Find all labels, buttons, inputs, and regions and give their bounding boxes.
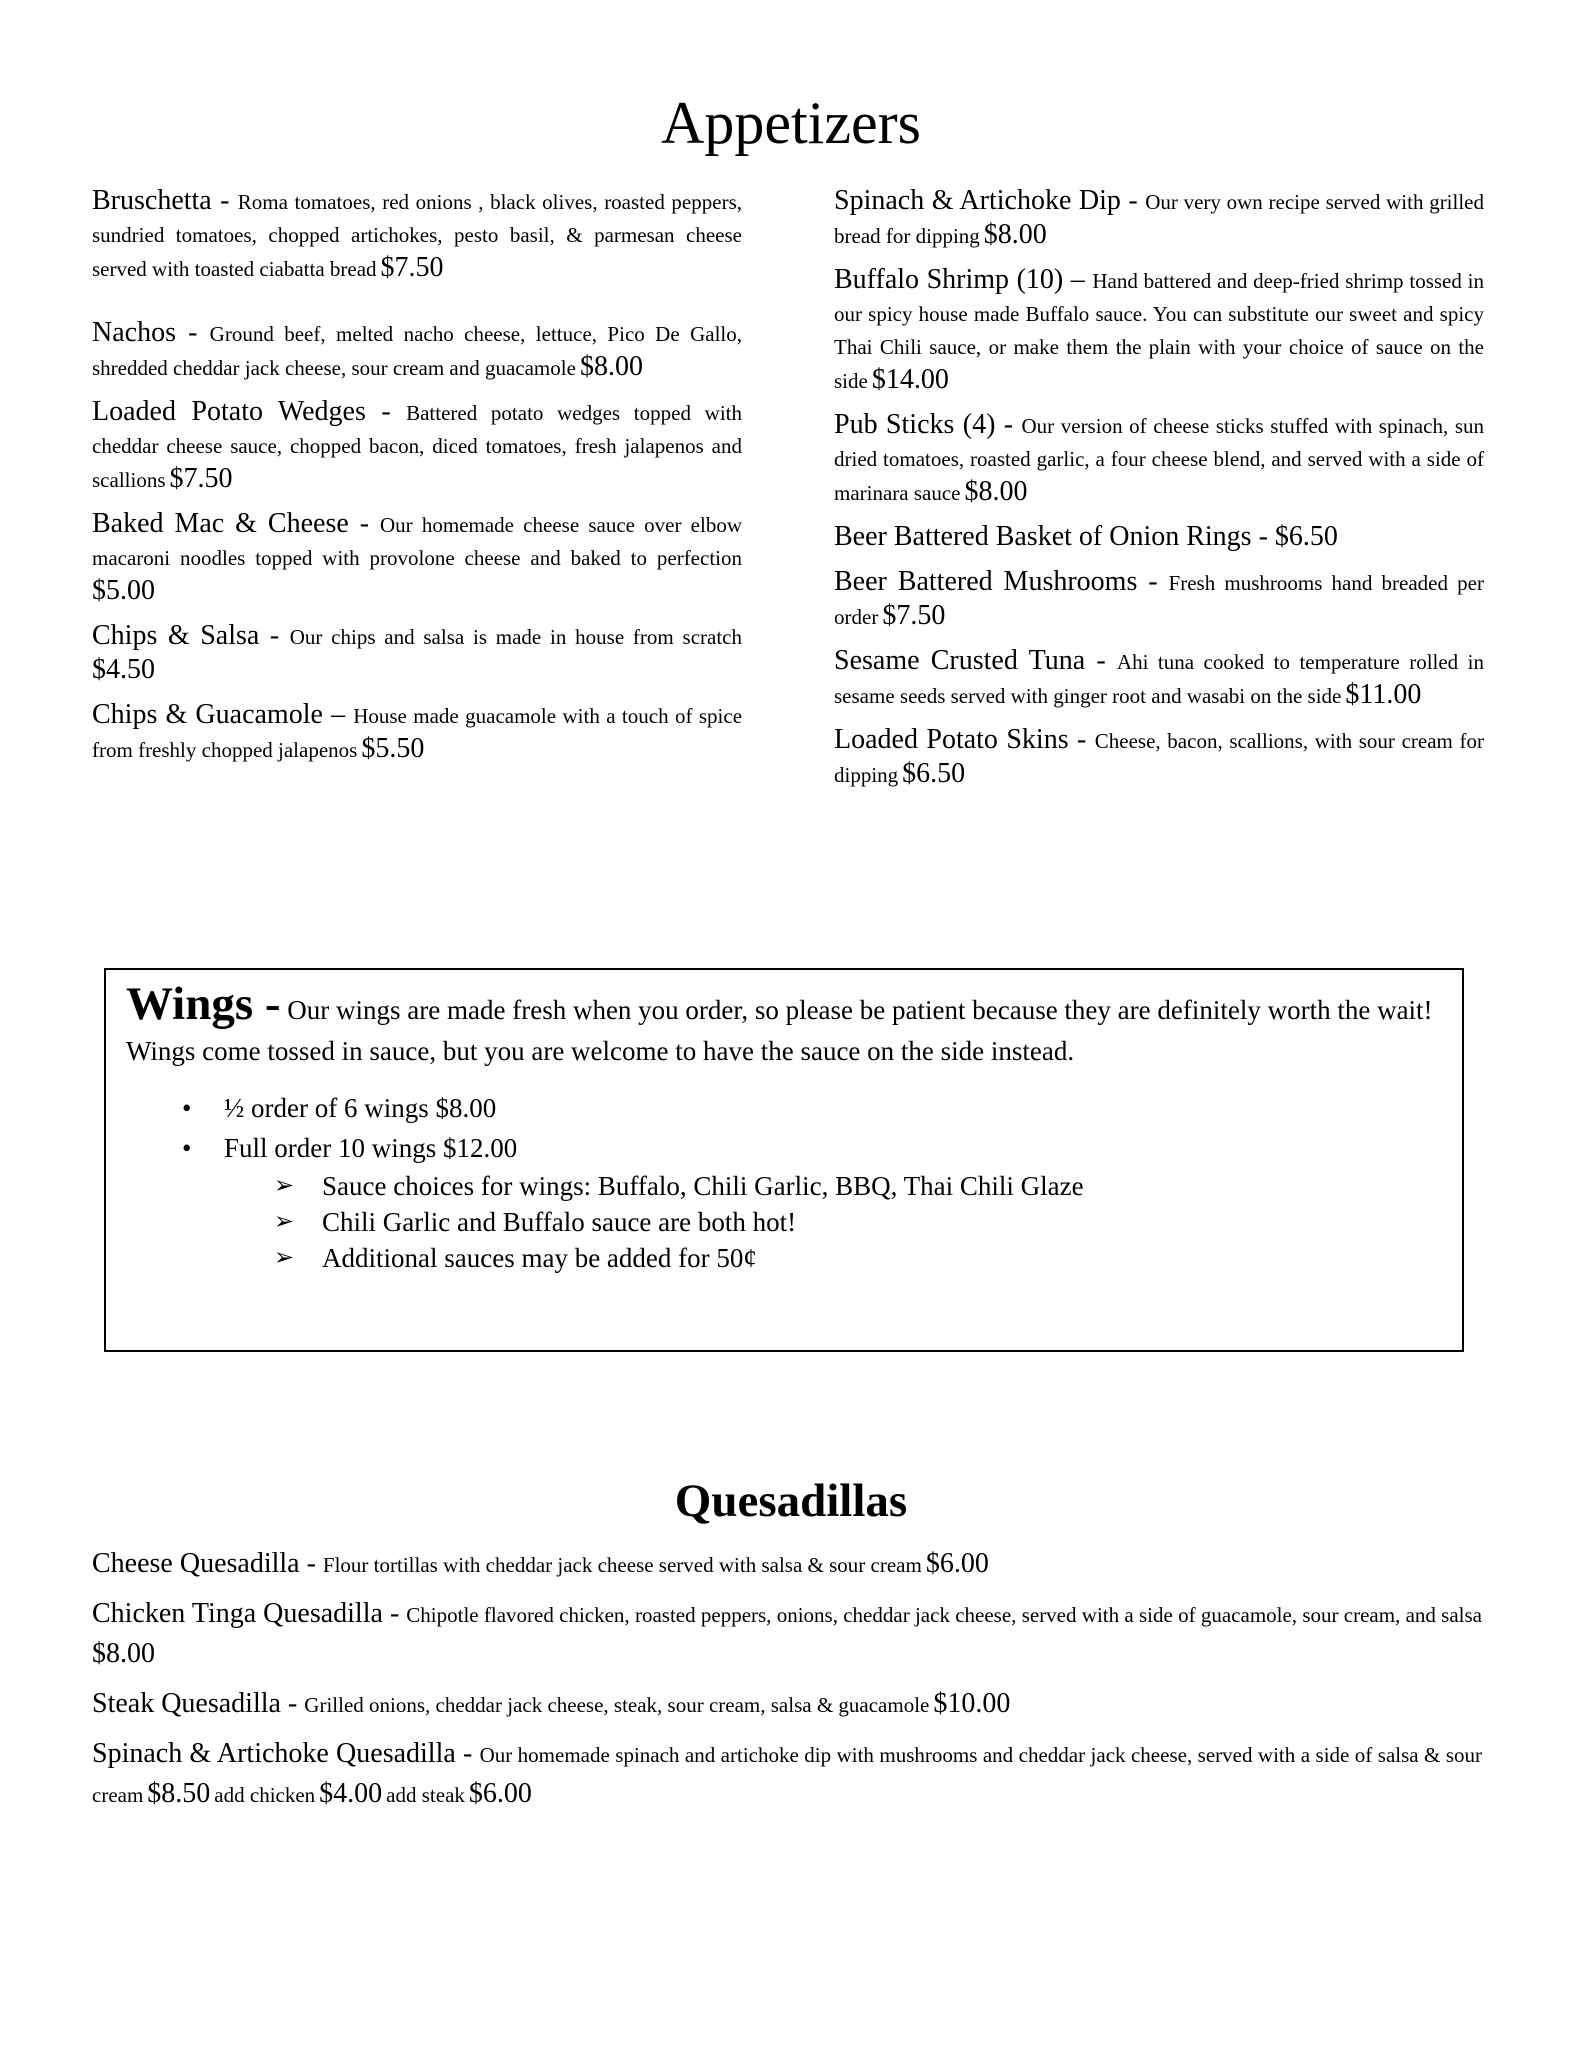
appetizer-item (834, 522, 1484, 556)
item-name: Spinach & Artichoke Dip (834, 185, 1121, 216)
appetizers-title: Appetizers (661, 90, 921, 156)
quesadillas-list (92, 1546, 1482, 1816)
quesadilla-item (92, 1596, 1482, 1676)
wings-section (104, 968, 1464, 1352)
appetizers-left-column (92, 186, 742, 768)
item-description: House made guacamole with a touch of spice from freshly chopped jalapenos (92, 704, 743, 762)
item-name: Spinach & Artichoke Quesadilla (92, 1738, 456, 1769)
item-separator: - (175, 317, 210, 348)
item-separator: - (1137, 566, 1169, 597)
item-price: $10.00 (933, 1688, 1011, 1719)
arrow-bullet-icon: ➢ (274, 1173, 295, 1199)
item-description: Flour tortillas with cheddar jack cheese served with salsa & sour cream (322, 1553, 922, 1577)
arrow-bullet-icon: ➢ (274, 1245, 295, 1271)
item-name: Nachos (92, 317, 176, 348)
quesadilla-item (92, 1736, 1482, 1816)
quesadilla-item (92, 1686, 1482, 1726)
item-separator: - (995, 409, 1022, 440)
item-separator: - (299, 1548, 323, 1579)
item-price: $8.00 (964, 476, 1028, 507)
item-name: Bruschetta (92, 185, 212, 216)
appetizer-item (92, 700, 742, 768)
item-description: Battered potato wedges topped with cheddar cheese sauce, chopped bacon, diced tomatoes, fresh jalapenos and scallions (92, 401, 742, 492)
wings-option (126, 1128, 1442, 1168)
item-separator: - (348, 508, 380, 539)
bullet-icon: • (182, 1133, 192, 1163)
arrow-bullet-icon: ➢ (274, 1209, 295, 1235)
item-description: Ground beef, melted nacho cheese, lettuce, Pico De Gallo, shredded cheddar jack cheese, sour cream and guacamole (92, 322, 742, 380)
extra-price: $4.00 (319, 1778, 383, 1809)
item-name: Beer Battered Basket of Onion Rings (834, 521, 1252, 552)
item-price: $8.00 (983, 219, 1047, 250)
item-separator: - (382, 1598, 407, 1629)
item-description: Grilled onions, cheddar jack cheese, steak, sour cream, salsa & guacamole (304, 1693, 930, 1717)
item-name: Loaded Potato Wedges (92, 396, 366, 427)
item-description: Ahi tuna cooked to temperature rolled in sesame seeds served with ginger root and wasabi on the side (834, 650, 1484, 708)
wings-intro-text: Our wings are made fresh when you order, so please be patient because they are definitely worth the wait! Wings come tossed in sauce, but you are welcome to have the sauce on the side instead. (126, 995, 1433, 1066)
appetizer-item (834, 186, 1484, 254)
item-price: $14.00 (871, 364, 949, 395)
appetizer-item (92, 621, 742, 689)
extra-label: add chicken (214, 1783, 316, 1807)
item-price: $6.50 (1274, 521, 1338, 552)
item-price: $8.00 (579, 351, 643, 382)
item-separator: - (1085, 645, 1117, 676)
appetizer-item (92, 318, 742, 386)
appetizer-item (92, 397, 742, 498)
item-price: $8.50 (147, 1778, 211, 1809)
item-price: $7.50 (380, 252, 444, 283)
appetizer-item (92, 186, 742, 287)
wings-note-text: Sauce choices for wings: Buffalo, Chili Garlic, BBQ, Thai Chili Glaze (322, 1171, 1084, 1201)
extra-price: $6.00 (468, 1778, 532, 1809)
appetizers-right-column (834, 186, 1484, 793)
item-name: Buffalo Shrimp (10) (834, 264, 1064, 295)
item-name: Cheese Quesadilla (92, 1548, 300, 1579)
item-description: Our chips and salsa is made in house from scratch (289, 625, 743, 649)
appetizer-item (92, 509, 742, 610)
item-name: Steak Quesadilla (92, 1688, 281, 1719)
item-price: $6.50 (902, 758, 966, 789)
item-price: $8.00 (92, 1638, 155, 1669)
item-description: Fresh mushrooms hand breaded per order (834, 571, 1484, 629)
item-separator: - (455, 1738, 480, 1769)
item-name: Baked Mac & Cheese (92, 508, 349, 539)
wings-intro-paragraph (126, 978, 1442, 1072)
appetizer-item (834, 567, 1484, 635)
item-name: Chips & Salsa (92, 620, 260, 651)
item-separator: - (1120, 185, 1146, 216)
item-separator: - (1251, 521, 1275, 552)
quesadillas-title: Quesadillas (674, 1475, 908, 1527)
wings-note-text: Additional sauces may be added for 50¢ (322, 1243, 757, 1273)
item-price: $7.50 (169, 463, 233, 494)
appetizer-item (834, 410, 1484, 511)
item-separator: - (211, 185, 238, 216)
item-name: Chips & Guacamole (92, 699, 323, 730)
bullet-icon: • (182, 1093, 192, 1123)
wings-option-text: ½ order of 6 wings $8.00 (224, 1093, 497, 1123)
appetizer-item (834, 646, 1484, 714)
item-name: Sesame Crusted Tuna (834, 645, 1086, 676)
item-description: Roma tomatoes, red onions , black olives, roasted peppers, sundried tomatoes, chopped artichokes, pesto basil, & parmesan cheese served with toasted ciabatta bread (92, 190, 742, 281)
item-name: Beer Battered Mushrooms (834, 566, 1138, 597)
wings-options-list (126, 1088, 1442, 1276)
item-description: Our homemade cheese sauce over elbow macaroni noodles topped with provolone cheese and baked to perfection (92, 513, 743, 570)
item-separator: – (322, 699, 354, 730)
item-price: $11.00 (1345, 679, 1422, 710)
wings-note-text: Chili Garlic and Buffalo sauce are both hot! (322, 1207, 797, 1237)
appetizer-item (834, 265, 1484, 399)
extra-label: add steak (386, 1783, 465, 1807)
item-separator: - (280, 1688, 305, 1719)
item-description: Our very own recipe served with grilled bread for dipping (834, 190, 1485, 248)
wings-note (126, 1204, 1442, 1240)
item-separator: – (1063, 264, 1093, 295)
wings-option-text: Full order 10 wings $12.00 (224, 1133, 518, 1163)
quesadilla-item (92, 1546, 1482, 1586)
item-description: Our homemade spinach and artichoke dip with mushrooms and cheddar jack cheese, served with a side of salsa & sour cream (92, 1743, 1483, 1807)
item-separator: - (365, 396, 407, 427)
wings-note (126, 1168, 1442, 1204)
item-price: $5.00 (92, 575, 155, 606)
wings-note (126, 1240, 1442, 1276)
item-separator: - (1068, 724, 1095, 755)
item-name: Chicken Tinga Quesadilla (92, 1598, 383, 1629)
appetizer-item (834, 725, 1484, 793)
item-description: Hand battered and deep-fried shrimp tossed in our spicy house made Buffalo sauce. You can substitute our sweet and spicy Thai Chili sauce, or make them the plain with your choice of sauce on the side (834, 269, 1484, 393)
wings-heading: Wings - (126, 978, 281, 1030)
item-description: Chipotle flavored chicken, roasted peppers, onions, cheddar jack cheese, served with a side of guacamole, sour cream, and salsa (406, 1603, 1482, 1627)
item-description: Cheese, bacon, scallions, with sour cream for dipping (834, 729, 1485, 787)
item-price: $6.00 (925, 1548, 989, 1579)
item-price: $4.50 (92, 654, 155, 685)
item-name: Loaded Potato Skins (834, 724, 1069, 755)
item-price: $5.50 (361, 733, 425, 764)
item-description: Our version of cheese sticks stuffed with spinach, sun dried tomatoes, roasted garlic, a four cheese blend, and served with a side of marinara sauce (834, 414, 1484, 505)
item-price: $7.50 (882, 600, 946, 631)
wings-option (126, 1088, 1442, 1128)
item-separator: - (259, 620, 290, 651)
item-name: Pub Sticks (4) (834, 409, 996, 440)
